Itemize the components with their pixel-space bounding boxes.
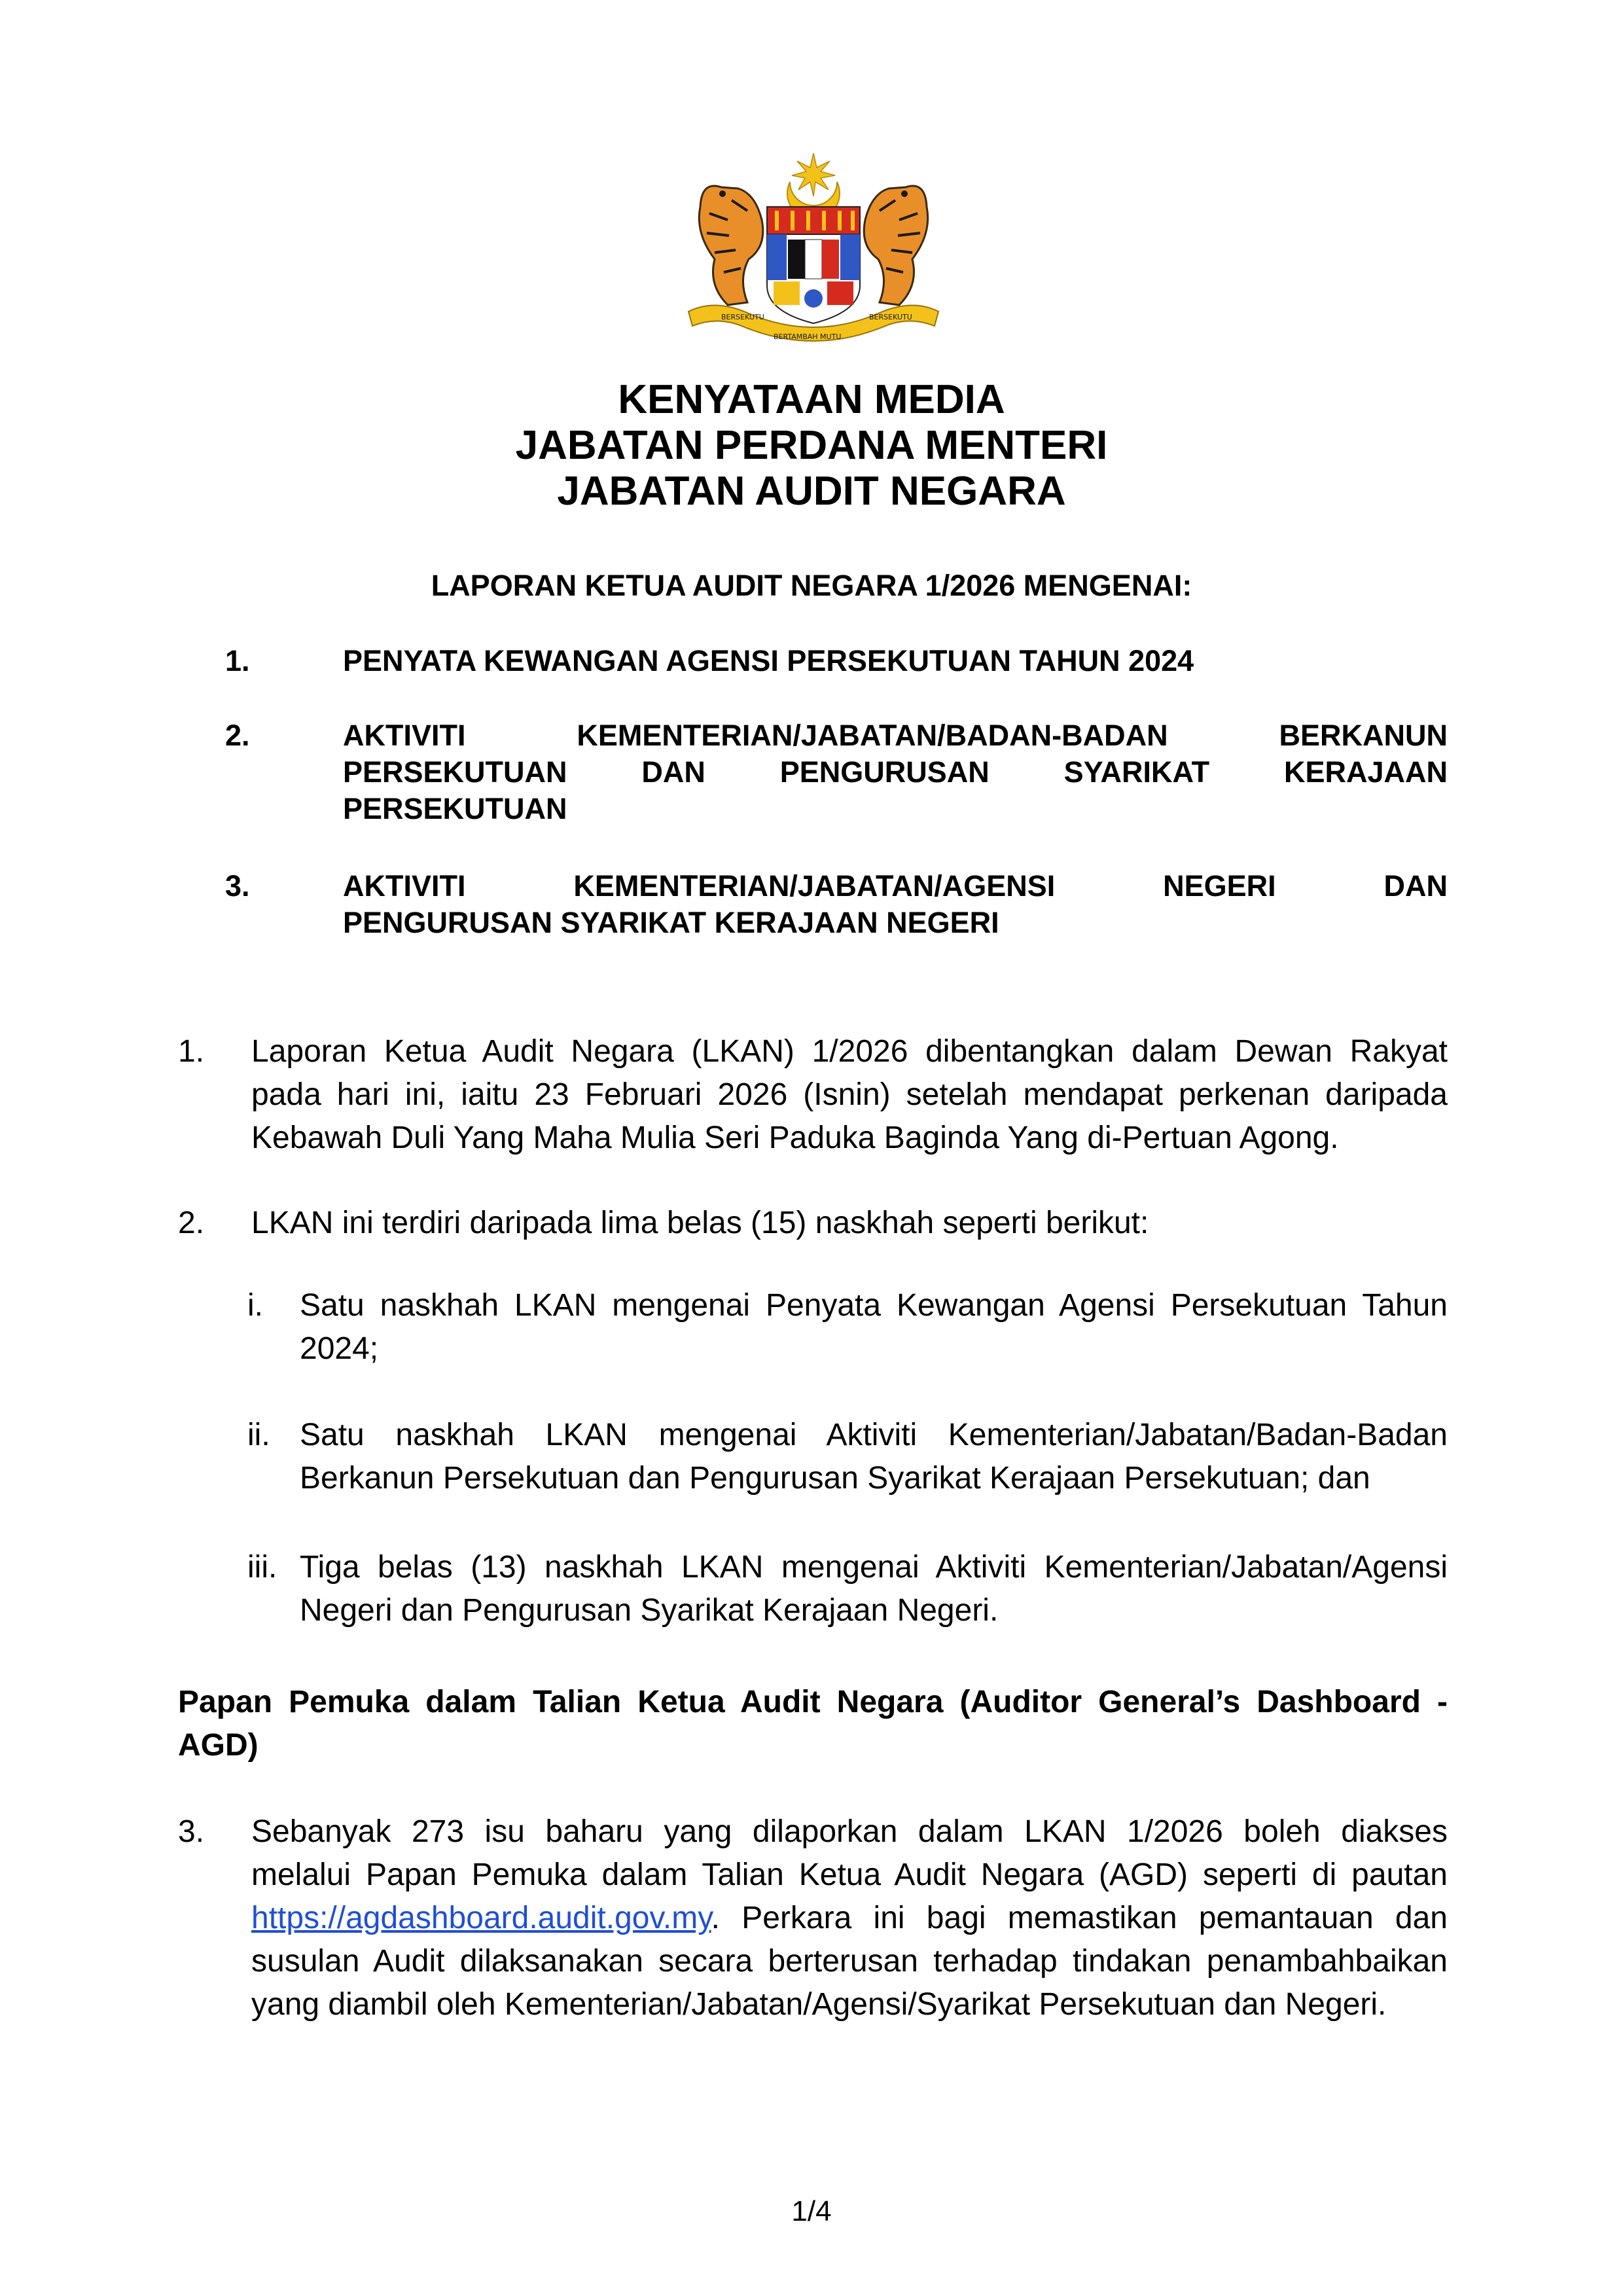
paragraph-line-rest: . Perkara ini bagi memastikan pemantauan dan: [711, 1901, 1448, 1935]
paragraph-line-with-link: [251, 1897, 1448, 1940]
paragraph-text: [251, 1202, 1448, 1245]
sub-item-line: 2024;: [300, 1331, 379, 1366]
topic-line: PERSEKUTUAN: [343, 792, 567, 825]
media-statement-header: [0, 377, 1623, 514]
paragraph-text: [251, 1030, 1448, 1160]
page-number: 1/4: [791, 2195, 832, 2227]
topic-item-3: [0, 868, 1623, 944]
sub-item-number: ii.: [247, 1418, 270, 1452]
header-line-2: JABATAN PERDANA MENTERI: [515, 423, 1108, 468]
topic-item-2: [0, 717, 1623, 830]
sub-item-text: [300, 1414, 1448, 1500]
paragraph-3: [0, 1810, 1623, 2026]
paragraph-text: [251, 1810, 1448, 2026]
paragraph-number: 2.: [178, 1206, 205, 1240]
paragraph-number: 1.: [178, 1034, 205, 1069]
sub-item-ii: [0, 1414, 1623, 1500]
topic-number: 3.: [225, 869, 250, 903]
sub-item-text: [300, 1546, 1448, 1632]
malaysia-coat-of-arms-icon: [675, 148, 952, 344]
topic-text: [343, 643, 1448, 679]
section-title-line: Papan Pemuka dalam Talian Ketua Audit Negara (Auditor General’s Dashboard -: [178, 1685, 1448, 1719]
section-title-line: AGD): [178, 1728, 259, 1763]
sub-item-number: iii.: [247, 1550, 277, 1585]
sub-item-iii: [0, 1546, 1623, 1632]
paragraph-2: [0, 1202, 1623, 1245]
sub-item-i: [0, 1284, 1623, 1371]
sub-item-line: Berkanun Persekutuan dan Pengurusan Syarikat Kerajaan Persekutuan; dan: [300, 1461, 1370, 1496]
topic-item-1: [0, 643, 1623, 682]
motto-right: BERSEKUTU: [869, 313, 912, 321]
motto-left: BERSEKUTU: [721, 313, 764, 321]
topic-line: AKTIVITI KEMENTERIAN/JABATAN/BADAN-BADAN BERKANUN: [343, 719, 1448, 752]
paragraph-line: LKAN ini terdiri daripada lima belas (15) naskhah seperti berikut:: [251, 1206, 1149, 1240]
motto-center: BERTAMBAH MUTU: [774, 332, 842, 341]
sub-item-line: Satu naskhah LKAN mengenai Penyata Kewangan Agensi Persekutuan Tahun: [300, 1288, 1448, 1323]
topic-text: [343, 868, 1448, 941]
topic-line: AKTIVITI KEMENTERIAN/JABATAN/AGENSI NEGERI DAN: [343, 869, 1448, 903]
topic-number: 2.: [225, 719, 250, 752]
header-line-3: JABATAN AUDIT NEGARA: [557, 469, 1066, 514]
paragraph-line: susulan Audit dilaksanakan secara berterusan terhadap tindakan penambahbaikan: [251, 1944, 1448, 1979]
agd-dashboard-link[interactable]: https://agdashboard.audit.gov.my: [251, 1901, 711, 1935]
topic-line: PERSEKUTUAN DAN PENGURUSAN SYARIKAT KERAJAAN: [343, 755, 1448, 789]
paragraph-line: Sebanyak 273 isu baharu yang dilaporkan dalam LKAN 1/2026 boleh diakses: [251, 1814, 1448, 1849]
report-title: LAPORAN KETUA AUDIT NEGARA 1/2026 MENGENAI:: [431, 569, 1192, 602]
paragraph-line: Kebawah Duli Yang Maha Mulia Seri Paduka Baginda Yang di-Pertuan Agong.: [251, 1121, 1339, 1155]
sub-item-line: Negeri dan Pengurusan Syarikat Kerajaan Negeri.: [300, 1593, 999, 1628]
topic-line: PENYATA KEWANGAN AGENSI PERSEKUTUAN TAHUN 2024: [343, 644, 1194, 677]
section-title-agd: [178, 1681, 1448, 1767]
topic-text: [343, 717, 1448, 827]
topic-line: PENGURUSAN SYARIKAT KERAJAAN NEGERI: [343, 906, 999, 939]
paragraph-number: 3.: [178, 1814, 205, 1849]
paragraph-line: pada hari ini, iaitu 23 Februari 2026 (Isnin) setelah mendapat perkenan daripada: [251, 1077, 1448, 1112]
paragraph-line: yang diambil oleh Kementerian/Jabatan/Agensi/Syarikat Persekutuan dan Negeri.: [251, 1987, 1387, 2022]
header-line-1: KENYATAAN MEDIA: [618, 377, 1005, 422]
sub-item-text: [300, 1284, 1448, 1371]
paragraph-line: melalui Papan Pemuka dalam Talian Ketua Audit Negara (AGD) seperti di pautan: [251, 1857, 1448, 1892]
sub-item-line: Satu naskhah LKAN mengenai Aktiviti Kementerian/Jabatan/Badan-Badan: [300, 1418, 1448, 1452]
sub-item-number: i.: [247, 1288, 263, 1323]
sub-item-line: Tiga belas (13) naskhah LKAN mengenai Aktiviti Kementerian/Jabatan/Agensi: [300, 1550, 1448, 1585]
topic-number: 1.: [225, 644, 250, 677]
paragraph-line: Laporan Ketua Audit Negara (LKAN) 1/2026 dibentangkan dalam Dewan Rakyat: [251, 1034, 1448, 1069]
paragraph-1: [0, 1030, 1623, 1161]
